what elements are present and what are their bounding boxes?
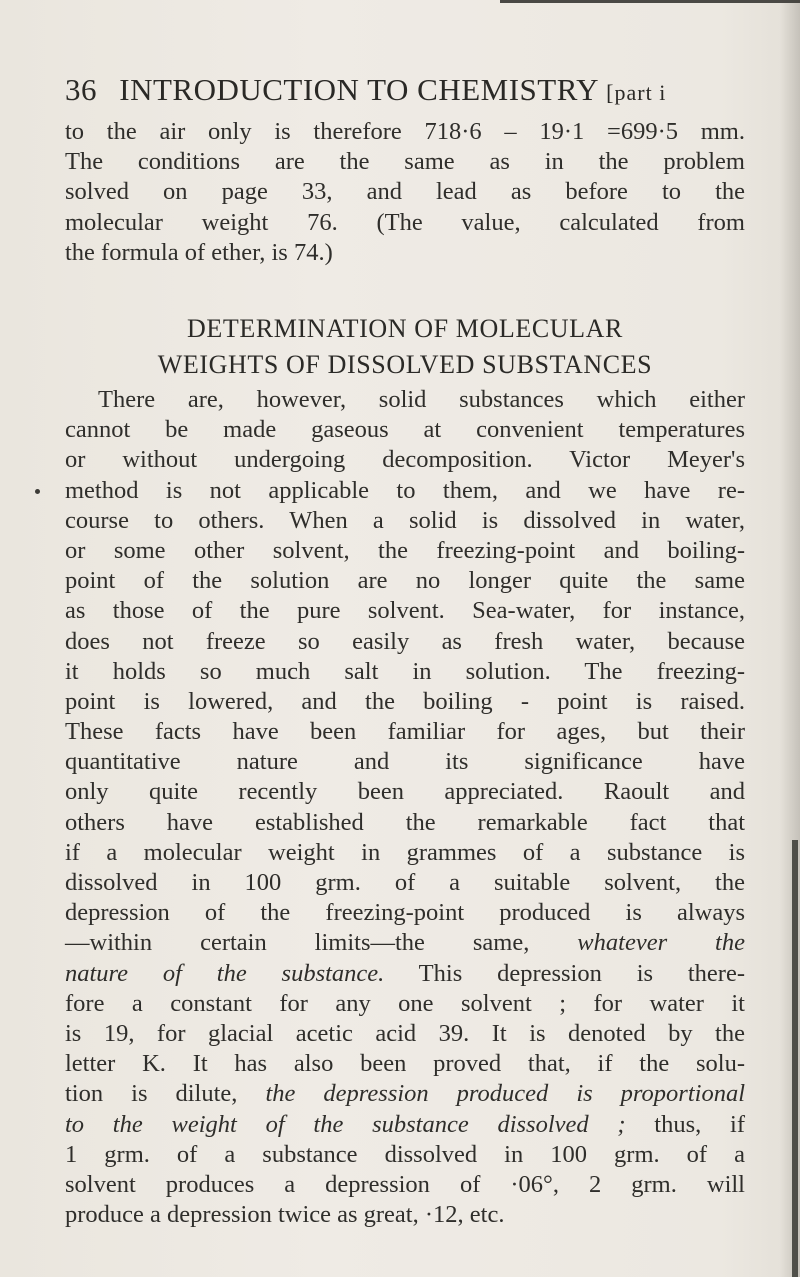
text-line: These facts have been familiar for ages, but their: [65, 718, 745, 746]
text-line: [65, 1079, 745, 1109]
text-segment: tion is dilute,: [65, 1080, 238, 1108]
text-line: molecular weight 76. (The value, calculated from: [65, 208, 745, 236]
emphasis-text: to the weight of the substance dissolved ;: [65, 1110, 626, 1138]
part-label: [part i: [606, 80, 667, 105]
text-line: point of the solution are no longer quite the same: [65, 567, 745, 595]
text-line: fore a constant for any one solvent ; for water it: [65, 989, 745, 1017]
text-line: [65, 928, 745, 958]
text-line: is 19, for glacial acetic acid 39. It is denoted by the: [65, 1019, 745, 1047]
text-line: 1 grm. of a substance dissolved in 100 grm. of a: [65, 1140, 745, 1168]
text-line: There are, however, solid substances which either: [98, 386, 745, 413]
text-line: method is not applicable to them, and we have re-: [65, 476, 745, 504]
text-line: it holds so much salt in solution. The freezing-: [65, 657, 745, 685]
emphasis-text: nature of the substance.: [65, 959, 385, 987]
text-line: point is lowered, and the boiling - point is raised.: [65, 687, 745, 715]
margin-mark: [35, 489, 40, 494]
text-line: [65, 959, 745, 989]
text-line: solvent produces a depression of ·06°, 2 grm. will: [65, 1170, 745, 1198]
running-header: [65, 72, 765, 112]
text-segment: —within certain limits—the same,: [65, 929, 530, 957]
text-line: the formula of ether, is 74.): [65, 238, 333, 266]
text-line: produce a depression twice as great, ·12, etc.: [65, 1201, 505, 1229]
binding-edge: [792, 840, 798, 1277]
text-line: or some other solvent, the freezing-point and boiling-: [65, 536, 745, 564]
page-number: 36: [65, 72, 97, 107]
text-line: if a molecular weight in grammes of a substance is: [65, 838, 745, 866]
text-line: course to others. When a solid is dissolved in water,: [65, 506, 745, 534]
text-line: The conditions are the same as in the problem: [65, 148, 745, 176]
top-rule-divider: [500, 0, 800, 3]
body-paragraph: [65, 385, 745, 1230]
text-line: others have established the remarkable fact that: [65, 808, 745, 836]
text-line: as those of the pure solvent. Sea-water, for instance,: [65, 597, 745, 625]
section-heading-line-1: DETERMINATION OF MOLECULAR: [187, 314, 623, 343]
section-heading-line-2: WEIGHTS OF DISSOLVED SUBSTANCES: [157, 350, 653, 379]
emphasis-text: the depression produced is proportional: [265, 1080, 746, 1108]
text-line: [65, 1110, 745, 1140]
text-line: quantitative nature and its significance have: [65, 748, 745, 776]
text-segment: thus, if: [625, 1110, 745, 1138]
text-line: does not freeze so easily as fresh water, because: [65, 627, 745, 655]
text-line: or without undergoing decomposition. Victor Meyer's: [65, 446, 745, 474]
text-line: only quite recently been appreciated. Raoult and: [65, 778, 745, 806]
intro-paragraph: [65, 117, 745, 268]
text-segment: This depression is there-: [384, 959, 745, 987]
text-line: dissolved in 100 grm. of a suitable solvent, the: [65, 869, 745, 896]
text-line: depression of the freezing-point produced is always: [65, 899, 745, 927]
text-line: to the air only is therefore 718·6 – 19·1 =699·5 mm.: [65, 118, 745, 145]
running-title: INTRODUCTION TO CHEMISTRY: [119, 72, 598, 107]
emphasis-text: whatever the: [577, 929, 745, 957]
text-line: solved on page 33, and lead as before to the: [65, 178, 745, 206]
text-line: cannot be made gaseous at convenient temperatures: [65, 416, 745, 444]
text-line: letter K. It has also been proved that, if the solu-: [65, 1050, 745, 1078]
